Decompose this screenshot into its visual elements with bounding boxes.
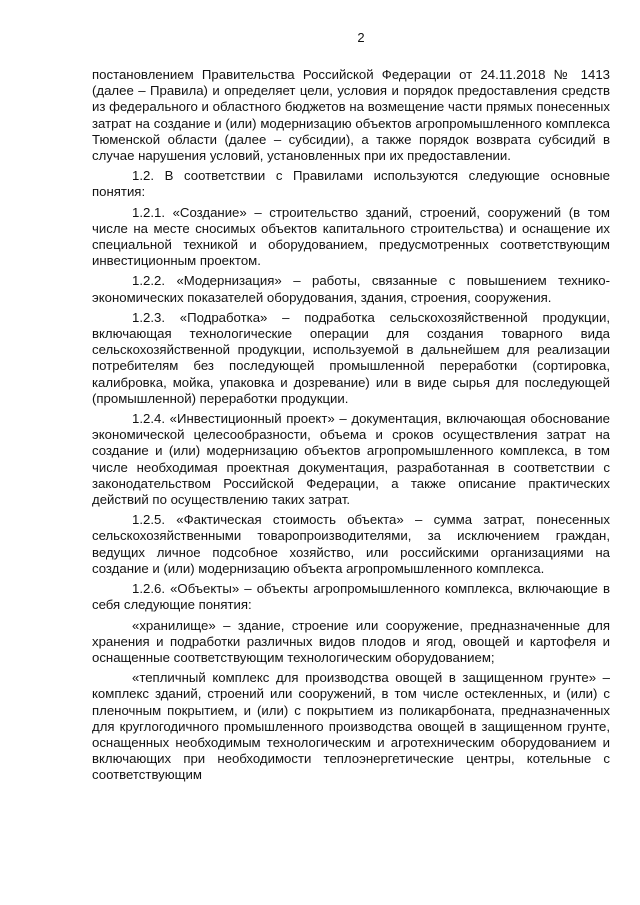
definition-storage: «хранилище» – здание, строение или сооружение, предназначенные для хранения и подработки различных видов плодов и ягод, овощей и картофеля и оснащенные соответствующим технологическим оборудованием; (92, 617, 610, 665)
paragraph-1-2: 1.2. В соответствии с Правилами используются следующие основные понятия: (92, 168, 610, 200)
paragraph-1-2-2: 1.2.2. «Модернизация» – работы, связанные с повышением технико-экономических показателей оборудования, здания, строения, сооружения. (92, 273, 610, 305)
paragraph-1-2-3: 1.2.3. «Подработка» – подработка сельскохозяйственной продукции, включающая технологические операции для создания товарного вида сельскохозяйственной продукции, используемой в дальнейшем для реализации потребителям без последующей промышленной переработки (сортировка, калибровка, мойка, упаковка и дозревание) или в виде сырья для последующей (промышленной) переработки продукции. (92, 309, 610, 406)
paragraph-intro-continuation: постановлением Правительства Российской Федерации от 24.11.2018 № 1413 (далее – Правила) и определяет цели, условия и порядок предоставления средств из федерального и областного бюджетов на возмещение части прямых понесенных затрат на создание и (или) модернизацию объектов агропромышленного комплекса Тюменской области (далее – субсидии), а также порядок возврата субсидий в случае нарушения условий, установленных при их предоставлении. (92, 67, 610, 164)
paragraph-1-2-5: 1.2.5. «Фактическая стоимость объекта» – сумма затрат, понесенных сельскохозяйственными товаропроизводителями, за исключением граждан, ведущих личное подсобное хозяйство, или российскими организациями на создание и (или) модернизацию объекта агропромышленного комплекса. (92, 512, 610, 576)
page-number: 2 (357, 30, 365, 45)
document-body (92, 67, 610, 784)
definition-greenhouse-complex: «тепличный комплекс для производства овощей в защищенном грунте» – комплекс зданий, строений или сооружений, в том числе остекленных, и (или) с пленочным покрытием, и (или) с покрытием из поликарбоната, предназначенных для круглогодичного промышленного производства овощей в защищенном грунте, оснащенных необходимым технологическим и агротехническим оборудованием и включающих при необходимости теплоэнергетические центры, котельные с соответствующим (92, 670, 610, 783)
paragraph-1-2-6: 1.2.6. «Объекты» – объекты агропромышленного комплекса, включающие в себя следующие понятия: (92, 581, 610, 613)
paragraph-1-2-4: 1.2.4. «Инвестиционный проект» – документация, включающая обоснование экономической целесообразности, объема и сроков осуществления затрат на создание и (или) модернизацию объектов агропромышленного комплекса, в том числе необходимая проектная документация, разработанная в соответствии с законодательством Российской Федерации, а также описание практических действий по осуществлению таких затрат. (92, 411, 610, 508)
paragraph-1-2-1: 1.2.1. «Создание» – строительство зданий, строений, сооружений (в том числе на месте сносимых объектов капитального строительства) и оснащение их специальной техникой и оборудованием, предусмотренных соответствующим инвестиционным проектом. (92, 204, 610, 269)
